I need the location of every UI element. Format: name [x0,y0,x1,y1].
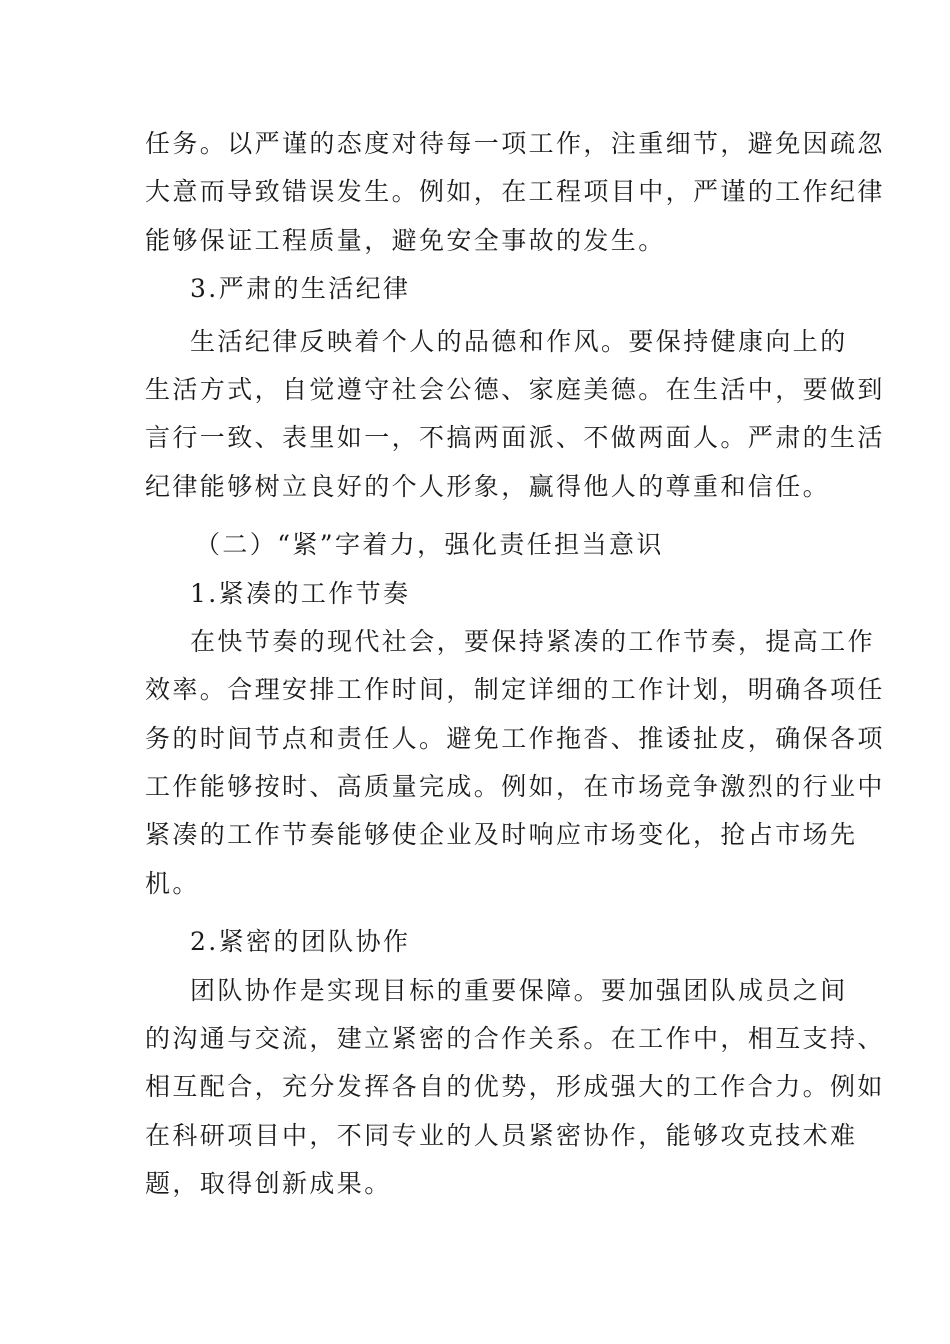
paragraph-life-discipline [145,318,885,512]
text-line: 在科研项目中，不同专业的人员紧密协作，能够攻克技术难 [145,1120,858,1150]
text-line: 言行一致、表里如一，不搞两面派、不做两面人。严肃的生活 [145,423,885,453]
text-line: 在快节奏的现代社会，要保持紧凑的工作节奏，提高工作 [190,626,876,656]
subheading-close-teamwork: 2.紧密的团队协作 [190,927,411,957]
text-line: 纪律能够树立良好的个人形象，赢得他人的尊重和信任。 [145,471,831,501]
subheading-strict-life-discipline: 3.严肃的生活纪律 [190,274,411,304]
text-line: 题，取得创新成果。 [145,1169,392,1199]
text-line: 生活纪律反映着个人的品德和作风。要保持健康向上的 [190,326,848,356]
text-line: 务的时间节点和责任人。避免工作拖沓、推诿扯皮，确保各项 [145,723,885,753]
text-line: 团队协作是实现目标的重要保障。要加强团队成员之间 [190,975,848,1005]
paragraph-continuation [145,120,885,265]
text-line: 机。 [145,868,200,898]
text-line: 大意而导致错误发生。例如，在工程项目中，严谨的工作纪律 [145,177,885,207]
text-line: 的沟通与交流，建立紧密的合作关系。在工作中，相互支持、 [145,1024,885,1054]
paragraph-work-rhythm [145,618,885,908]
paragraph-teamwork [145,967,885,1209]
text-line: 工作能够按时、高质量完成。例如，在市场竞争激烈的行业中 [145,772,885,802]
document-page [145,120,885,1209]
subheading-compact-work-rhythm: 1.紧凑的工作节奏 [190,578,411,608]
text-line: 任务。以严谨的态度对待每一项工作，注重细节，避免因疏忽 [145,129,885,158]
text-line: 生活方式，自觉遵守社会公德、家庭美德。在生活中，要做到 [145,374,885,404]
text-line: 效率。合理安排工作时间，制定详细的工作计划，明确各项任 [145,675,885,705]
section-heading-tight-responsibility: （二）“紧”字着力，强化责任担当意识 [195,530,664,560]
text-line: 紧凑的工作节奏能够使企业及时响应市场变化，抢占市场先 [145,820,858,850]
text-line: 能够保证工程质量，避免安全事故的发生。 [145,225,666,255]
text-line: 相互配合，充分发挥各自的优势，形成强大的工作合力。例如 [145,1072,885,1102]
